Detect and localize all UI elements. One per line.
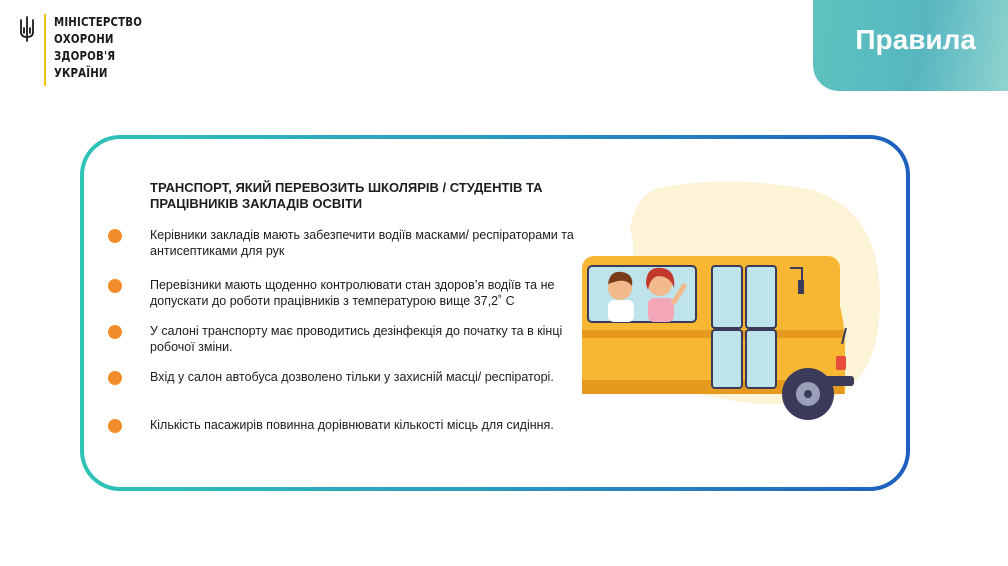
bullet-dot [108,229,122,243]
bullet-dot [108,279,122,293]
bus-door-window [746,266,776,328]
section-tag [813,0,1008,91]
section-tag-label: Правила [855,24,976,55]
school-bus-illustration [580,180,880,420]
bus-mirror [798,280,804,294]
list-item-text: Кількість пасажирів повинна дорівнювати кількості місць для сидіння. [150,418,554,432]
logo-line: ЗДОРОВ'Я [53,49,115,63]
list-item-text: Керівники закладів мають забезпечити водіїв масками/ респіраторами та антисептиками для рук [150,228,574,258]
logo-line: ОХОРОНИ [53,32,114,46]
child-body [648,298,674,322]
logo-line: УКРАЇНИ [53,66,108,80]
trident-icon [18,16,36,42]
bullet-dot [108,371,122,385]
bullet-dot [108,325,122,339]
list-item-text: Перевізники мають щоденно контролювати стан здоров’я водіїв та не допускати до роботи працівників з температурою вище 37,2˚ С [150,278,555,308]
logo-line: МІНІСТЕРСТВО [53,15,142,29]
ministry-logo [18,14,157,86]
list-item-text: Вхід у салон автобуса дозволено тільки у захисній масці/ респіраторі. [150,370,554,384]
bus-headlight [836,356,846,370]
bus-door-window [712,330,742,388]
logo-text [54,14,142,82]
list-item-text: У салоні транспорту має проводитись дезінфекція до початку та в кінці робочої зміни. [150,324,563,354]
child-body [608,300,634,322]
bus-wheel-center [804,390,812,398]
bullet-dot [108,419,122,433]
bus-door-window [746,330,776,388]
card-title: ТРАНСПОРТ, ЯКИЙ ПЕРЕВОЗИТЬ ШКОЛЯРІВ / СТУДЕНТІВ ТА ПРАЦІВНИКІВ ЗАКЛАДІВ ОСВІТИ [150,180,543,211]
logo-divider [44,14,46,86]
bus-door-window [712,266,742,328]
